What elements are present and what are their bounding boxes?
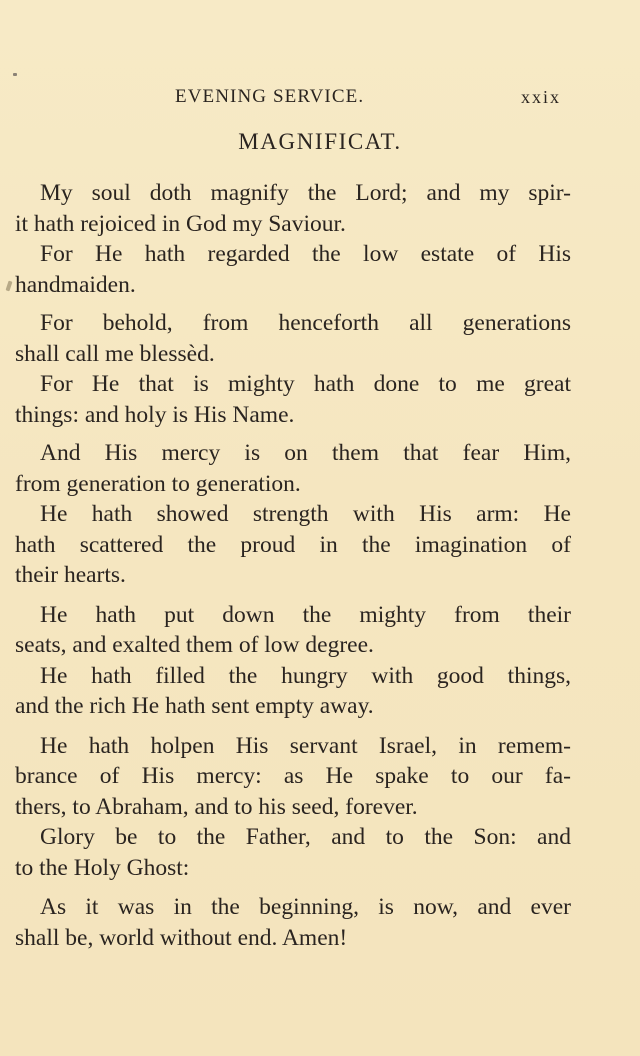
- verse-line: hath scattered the proud in the imagination of: [15, 531, 571, 558]
- verse-line: to the Holy Ghost:: [15, 854, 190, 881]
- running-header: [0, 84, 640, 110]
- verse-5: [15, 438, 571, 499]
- verse-9: [15, 731, 571, 823]
- verse-line: He hath put down the mighty from their: [40, 601, 571, 628]
- verse-line: He hath filled the hungry with good things,: [40, 662, 571, 689]
- verse-line: things: and holy is His Name.: [15, 401, 295, 428]
- verse-10: [15, 822, 571, 883]
- verse-line: handmaiden.: [15, 271, 136, 298]
- verse-line: For He that is mighty hath done to me great: [40, 371, 571, 397]
- verse-6: [15, 499, 571, 591]
- margin-mark: [6, 281, 13, 292]
- verse-4: [15, 369, 571, 430]
- verse-7: [15, 600, 571, 661]
- verse-line: shall call me blessèd.: [15, 340, 215, 367]
- running-title: EVENING SERVICE.: [175, 86, 365, 107]
- verse-3: [15, 308, 571, 369]
- verse-line: For behold, from henceforth all generations: [40, 310, 571, 336]
- verse-line: from generation to generation.: [15, 470, 301, 497]
- verse-11: [15, 892, 571, 953]
- verse-line: it hath rejoiced in God my Saviour.: [15, 210, 346, 237]
- verse-line: thers, to Abraham, and to his seed, forever.: [15, 793, 418, 820]
- verse-line: As it was in the beginning, is now, and ever: [40, 894, 571, 920]
- verse-line: Glory be to the Father, and to the Son: and: [40, 824, 571, 850]
- verse-line: My soul doth magnify the Lord; and my spir-: [40, 180, 571, 206]
- verse-line: For He hath regarded the low estate of His: [40, 241, 571, 267]
- verse-2: [15, 239, 571, 300]
- verse-line: and the rich He hath sent empty away.: [15, 693, 374, 719]
- verse-line: seats, and exalted them of low degree.: [15, 632, 374, 658]
- verse-line: And His mercy is on them that fear Him,: [40, 440, 571, 466]
- verse-8: [15, 661, 571, 722]
- verse-line: He hath holpen His servant Israel, in remem-: [40, 732, 571, 759]
- verse-line: shall be, world without end. Amen!: [15, 924, 348, 951]
- verse-line: He hath showed strength with His arm: He: [40, 501, 571, 527]
- verse-line: brance of His mercy: as He spake to our fa-: [15, 763, 571, 789]
- canticle-text: [15, 178, 571, 953]
- page-number: xxix: [521, 87, 562, 107]
- section-title: MAGNIFICAT.: [238, 129, 402, 154]
- verse-line: their hearts.: [15, 562, 126, 588]
- verse-1: [15, 178, 571, 239]
- margin-mark: [13, 73, 17, 76]
